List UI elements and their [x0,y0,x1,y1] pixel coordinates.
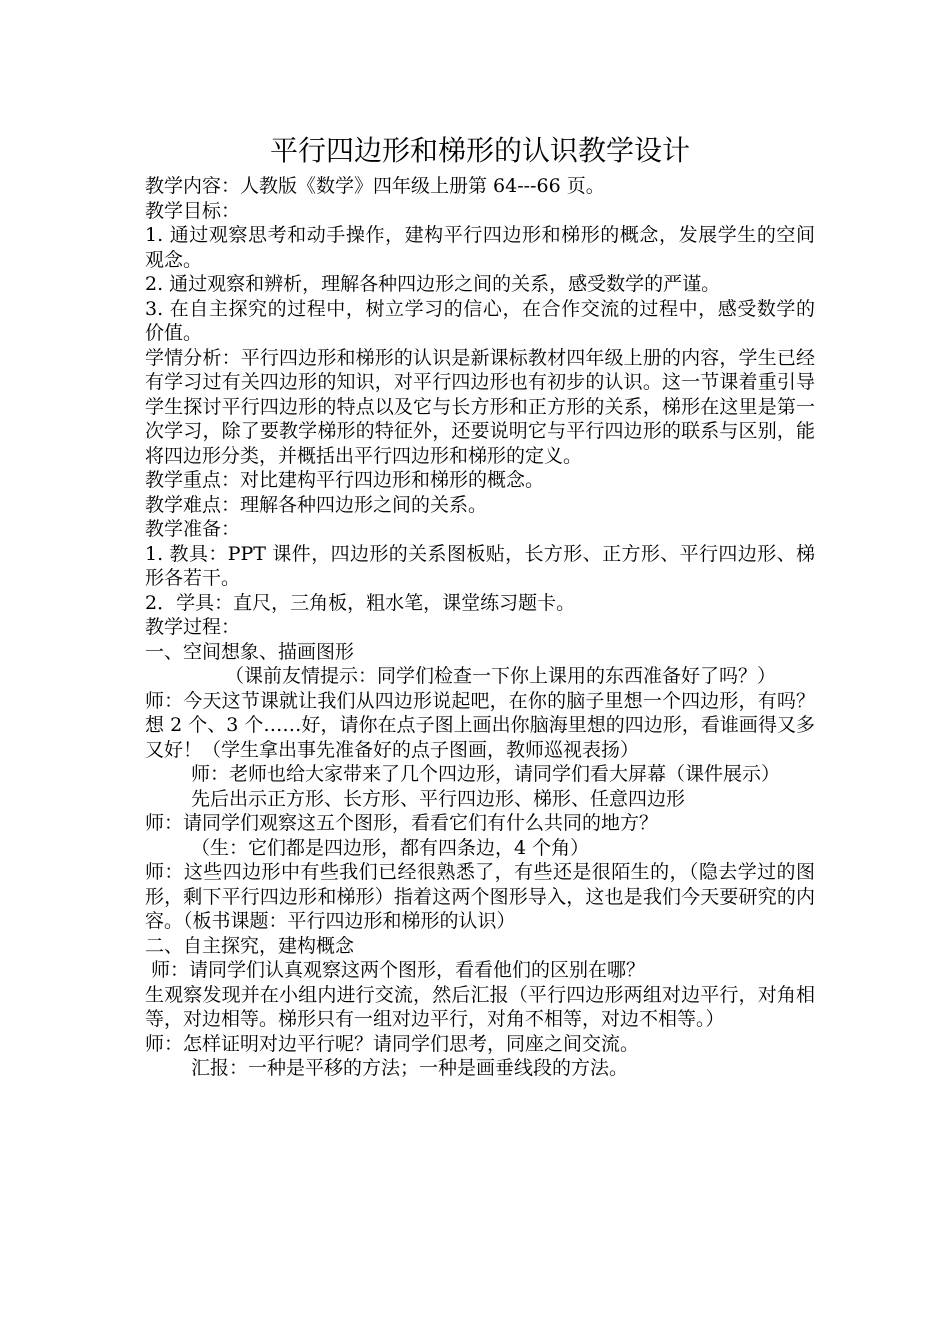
paragraph: 教学准备： [145,518,241,540]
paragraph: 师：请同学们观察这五个图形，看看它们有什么共同的地方？ [145,812,659,834]
paragraph: 汇报：一种是平移的方法；一种是画垂线段的方法。 [191,1057,629,1079]
paragraph: 先后出示正方形、长方形、平行四边形、梯形、任意四边形 [191,787,686,810]
paragraph: 教学难点：理解各种四边形之间的关系。 [145,493,488,516]
paragraph: 师：今天这节课就让我们从四边形说起吧，在你的脑子里想一个四边形，有吗？想 2 个、3 个……好，请你在点子图上画出你脑海里想的四边形，看谁画得又多又好！（学生拿出事先准备好的点子图画，教师巡视表扬） [145,689,815,761]
paragraph: 1. 通过观察思考和动手操作，建构平行四边形和梯形的概念，发展学生的空间观念。 [145,224,815,271]
paragraph: 一、空间想象、描画图形 [145,640,355,663]
paragraph: 师：这些四边形中有些我们已经很熟悉了，有些还是很陌生的，（隐去学过的图形，剩下平行四边形和梯形）指着这两个图形导入，这也是我们今天要研究的内容。（板书课题：平行四边形和梯形的认识） [145,861,815,932]
paragraph: 学情分析：平行四边形和梯形的认识是新课标教材四年级上册的内容，学生已经有学习过有关四边形的知识，对平行四边形也有初步的认识。这一节课着重引导学生探讨平行四边形的特点以及它与长方形和正方形的关系，梯形在这里是第一次学习，除了要教学梯形的特征外，还要说明它与平行四边形的联系与区别，能将四边形分类，并概括出平行四边形和梯形的定义。 [145,346,815,467]
paragraph: 生观察发现并在小组内进行交流，然后汇报（平行四边形两组对边平行，对角相等，对边相等。梯形只有一组对边平行，对角不相等，对边不相等。） [145,983,815,1030]
paragraph: 2. 通过观察和辨析，理解各种四边形之间的关系，感受数学的严谨。 [145,273,721,295]
paragraph: 教学目标： [145,199,241,222]
paragraph: 1. 教具：PPT 课件，四边形的关系图板贴，长方形、正方形、平行四边形、梯形各若干。 [145,542,815,589]
paragraph: 教学内容：人教版《数学》四年级上册第 64---66 页。 [145,175,605,197]
paragraph: 3. 在自主探究的过程中，树立学习的信心，在合作交流的过程中，感受数学的价值。 [145,297,815,344]
paragraph: （课前友情提示：同学们检查一下你上课用的东西准备好了吗？） [225,665,777,687]
document-body [145,130,815,1081]
paragraph: 二、自主探究，建构概念 [145,934,355,957]
paragraph: 师：请同学们认真观察这两个图形，看看他们的区别在哪？ [151,959,646,981]
paragraph: 教学重点：对比建构平行四边形和梯形的概念。 [145,469,545,491]
paragraph: 师：老师也给大家带来了几个四边形，请同学们看大屏幕（课件展示） [191,763,781,785]
paragraph: 教学过程： [145,616,241,638]
paragraph: 2．学具：直尺，三角板，粗水笔，课堂练习题卡。 [145,591,576,614]
paragraph: （生：它们都是四边形，都有四条边，4 个角） [191,836,590,859]
paragraph: 师：怎样证明对边平行呢？请同学们思考，同座之间交流。 [145,1032,640,1055]
document-title: 平行四边形和梯形的认识教学设计 [269,134,690,167]
paragraph-list [145,174,815,1081]
